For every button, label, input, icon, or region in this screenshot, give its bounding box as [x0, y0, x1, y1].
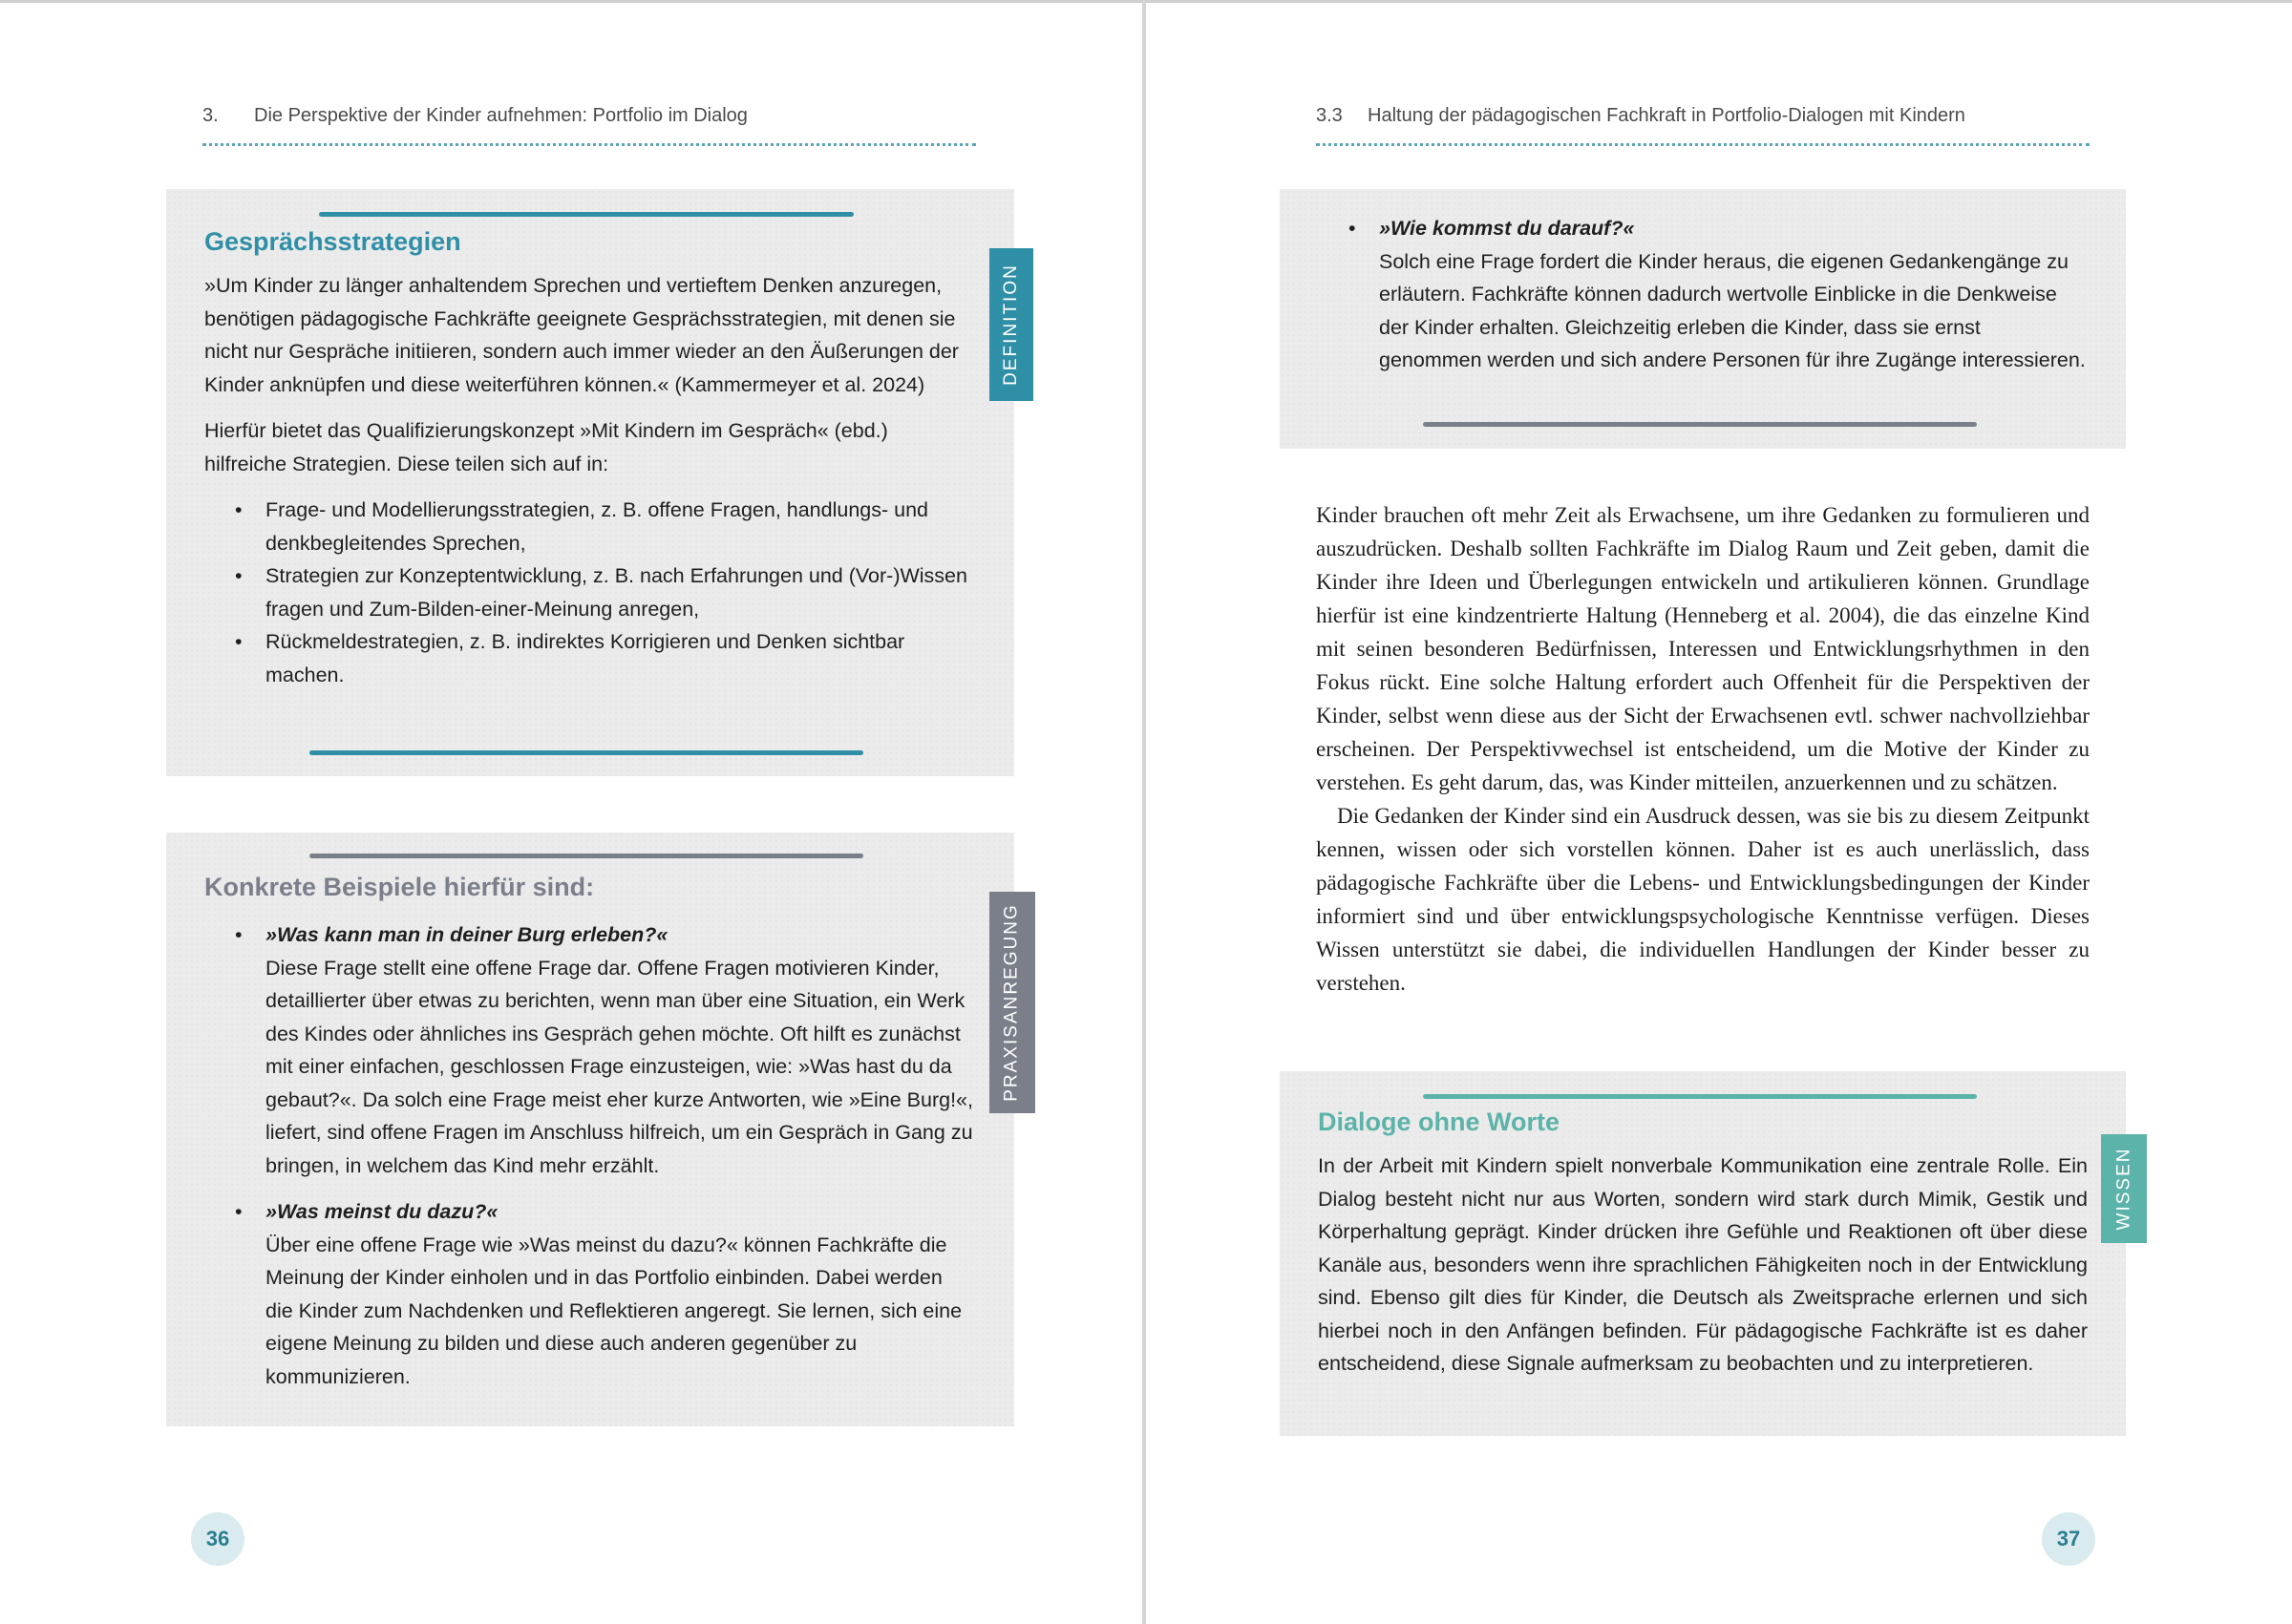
- continued-praxis-box: [1280, 189, 2126, 449]
- list-item: • Frage- und Modellierungsstrategien, z. B. offene Fragen, handlungs- und denkbegleitendes Sprechen,: [265, 494, 974, 559]
- tab-label: DEFINITION: [1001, 264, 1022, 386]
- box-title: Dialoge ohne Worte: [1318, 1107, 1560, 1136]
- box-body: [1318, 1149, 2088, 1381]
- list-item: • Rückmeldestrategien, z. B. indirektes Korrigieren und Denken sichtbar machen.: [265, 625, 974, 691]
- box-body: [204, 918, 974, 1393]
- box-title: Gesprächsstrategien: [204, 227, 461, 256]
- page-number: 37: [2042, 1512, 2095, 1566]
- example-list: [1318, 212, 2088, 377]
- definition-box: [166, 189, 1014, 776]
- tab-label: WISSEN: [2113, 1147, 2134, 1231]
- right-page: [1146, 0, 2288, 1624]
- running-head: [202, 105, 976, 146]
- section-title: Haltung der pädagogischen Fachkraft in Portfolio-Dialogen mit Kindern: [1368, 105, 1965, 126]
- body-paragraph: Kinder brauchen oft mehr Zeit als Erwachsene, um ihre Gedanken zu formulieren und auszudrücken. Deshalb sollten Fachkräfte im Dialog Raum und Zeit geben, damit die Kinder ihre Ideen und Überlegungen entwickeln und artikulieren können. Grundlage hierfür ist eine kindzentrierte Haltung (Henneberg et al. 2004), die das einzelne Kind mit seinen besonderen Bedürfnissen, Interessen und Entwicklungsrhythmen in den Fokus rückt. Eine solche Haltung erfordert auch Offenheit für die Perspektiven der Kinder, selbst wenn diese aus der Sicht der Erwachsenen evtl. schwer nachvollziehbar erscheinen. Der Perspektivwechsel ist entscheidend, um die Motive der Kinder zu verstehen. Es geht darum, das, was Kinder mitteilen, anzuerkennen und zu schätzen.: [1316, 503, 2090, 794]
- example-text: Über eine offene Frage wie »Was meinst du dazu?« können Fachkräfte die Meinung der Kinder einholen und in das Portfolio einbinden. Dabei werden die Kinder zum Nachdenken und Reflektieren angeregt. Sie lernen, sich eine eigene Meinung zu bilden und diese auch anderen gegenüber zu kommunizieren.: [265, 1233, 963, 1388]
- definition-intro: Hierfür bietet das Qualifizierungskonzept »Mit Kindern im Gespräch« (ebd.) hilfreiche Strategien. Diese teilen sich auf in:: [204, 419, 888, 475]
- brush-stroke-bottom: [309, 750, 863, 755]
- definition-quote: »Um Kinder zu länger anhaltendem Sprechen und vertieftem Denken anzuregen, benötigen pädagogische Fachkräfte geeignete Gesprächsstrategien, mit denen sie nicht nur Gespräche initiieren, sondern auch immer wieder an den Äußerungen der Kinder anknüpfen und diese weiterführen können.« (Kammermeyer et al. 2024): [204, 274, 959, 396]
- chapter-title: Die Perspektive der Kinder aufnehmen: Portfolio im Dialog: [254, 105, 748, 126]
- box-body: [1318, 212, 2088, 377]
- example-text: Solch eine Frage fordert die Kinder heraus, die eigenen Gedankengänge zu erläutern. Fachkräfte können dadurch wertvolle Einblicke in die Denkweise der Kinder erhalten. Gleichzeitig erleben die Kinder, dass sie ernst genommen werden und sich andere Personen für ihre Zugänge interessieren.: [1379, 249, 2086, 371]
- body-paragraph: Die Gedanken der Kinder sind ein Ausdruck dessen, was sie bis zu diesem Zeitpunkt kennen, wissen oder sich vorstellen können. Daher ist es auch unerlässlich, dass pädagogische Fachkräfte über die Lebens- und Entwicklungsbedingungen der Kinder informiert sind und über entwicklungspsychologische Kenntnisse verfügen. Dieses Wissen unterstützt sie dabei, die individuellen Handlungen der Kinder besser zu verstehen.: [1316, 804, 2090, 995]
- list-item: [265, 918, 974, 1182]
- brush-stroke-bottom: [1423, 422, 1977, 427]
- page-number: 36: [191, 1512, 244, 1566]
- example-list: [204, 918, 974, 1393]
- example-question: • »Wie kommst du darauf?«: [1379, 217, 1635, 240]
- praxis-tab: [989, 892, 1035, 1113]
- praxis-box: [166, 833, 1014, 1426]
- box-body: [204, 269, 974, 691]
- example-question: • »Was kann man in deiner Burg erleben?«: [265, 923, 668, 946]
- chapter-number: 3.: [202, 105, 219, 126]
- tab-label: PRAXISANREGUNG: [1002, 903, 1023, 1102]
- definition-tab: [989, 248, 1033, 401]
- example-question: • »Was meinst du dazu?«: [265, 1200, 499, 1223]
- box-title: Konkrete Beispiele hierfür sind:: [204, 873, 595, 901]
- brush-stroke-top: [1423, 1094, 1977, 1099]
- section-number: 3.3: [1316, 105, 1343, 126]
- left-page: [0, 0, 1142, 1624]
- body-text: [1316, 498, 2090, 1000]
- example-text: Diese Frage stellt eine offene Frage dar. Offene Fragen motivieren Kinder, detaillierter über etwas zu berichten, wenn man über eine Situation, ein Werk des Kindes oder ähnliches ins Gespräch gehen möchte. Oft hilft es zunächst mit einer einfachen, geschlossen Frage einzusteigen, wie: »Was hast du da gebaut?«. Da solch eine Frage meist eher kurze Antworten, wie »Eine Burg!«, liefert, sind offene Fragen im Anschluss hilfreich, um ein Gespräch in Gang zu bringen, in welchem das Kind mehr erzählt.: [265, 956, 973, 1177]
- wissen-box: [1280, 1071, 2126, 1436]
- brush-stroke-top: [309, 854, 863, 858]
- list-item: [1379, 212, 2088, 377]
- strategy-list: [204, 494, 974, 691]
- list-item: [265, 1195, 974, 1393]
- list-item: • Strategien zur Konzeptentwicklung, z. B. nach Erfahrungen und (Vor-)Wissen fragen und Zum-Bilden-einer-Meinung anregen,: [265, 559, 974, 625]
- wissen-tab: [2101, 1134, 2147, 1243]
- wissen-text: In der Arbeit mit Kindern spielt nonverbale Kommunikation eine zentrale Rolle. Ein Dialog besteht nicht nur aus Worten, sondern wird stark durch Mimik, Gestik und Körperhaltung geprägt. Kinder drücken ihre Gefühle und Reaktionen oft über diese Kanäle aus, besonders wenn ihre sprachlichen Fähigkeiten noch in der Entwicklung sind. Ebenso gilt dies für Kinder, die Deutsch als Zweitsprache erlernen und sich hierbei noch in den Anfängen befinden. Für pädagogische Fachkräfte ist es daher entscheidend, diese Signale aufmerksam zu beobachten und zu interpretieren.: [1318, 1154, 2088, 1375]
- brush-stroke-top: [319, 212, 854, 217]
- running-head: [1316, 105, 2090, 146]
